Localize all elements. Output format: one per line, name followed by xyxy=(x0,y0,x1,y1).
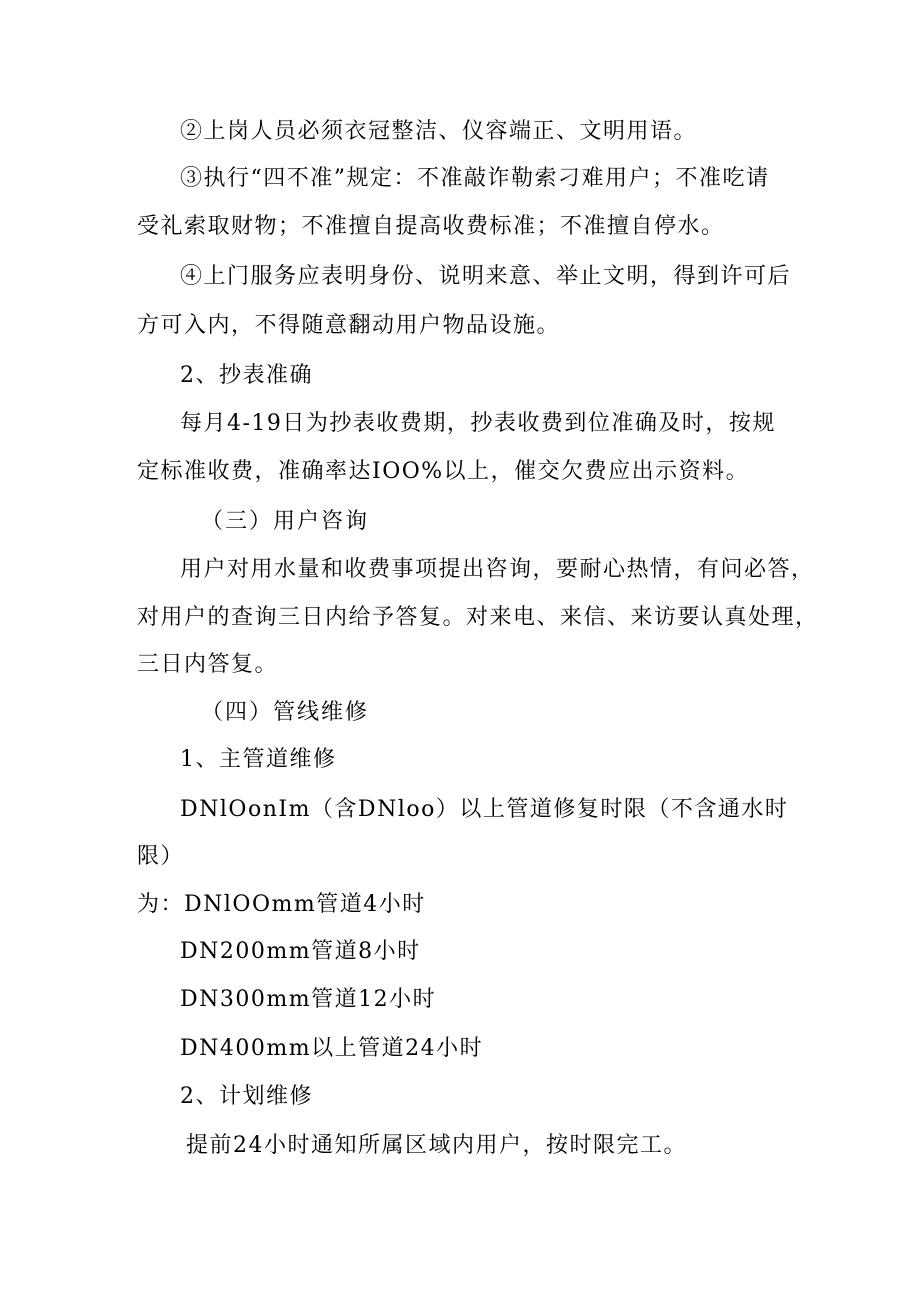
paragraph-line: DN200mm管道8小时 xyxy=(180,939,421,964)
subsection-heading: 1、主管道维修 xyxy=(180,747,337,772)
paragraph-line: 受礼索取财物；不准擅自提高收费标准；不准擅自停水。 xyxy=(137,214,725,239)
paragraph-line: 限） xyxy=(137,844,185,869)
subsection-heading: 2、抄表准确 xyxy=(180,363,313,388)
paragraph-line: DNlOonIm（含DNloo）以上管道修复时限（不含通水时 xyxy=(180,797,789,822)
paragraph-line: 定标准收费，准确率达IOO%以上，催交欠费应出示资料。 xyxy=(137,459,750,484)
subsection-heading: 2、计划维修 xyxy=(180,1084,313,1109)
paragraph-line: 每月4-19日为抄表收费期，抄表收费到位准确及时，按规 xyxy=(180,411,776,436)
paragraph-line: ④上门服务应表明身份、说明来意、举止文明，得到许可后 xyxy=(180,264,792,289)
paragraph-line: ②上岗人员必须衣冠整洁、仪容端正、文明用语。 xyxy=(180,119,698,144)
paragraph-line: ③执行“四不准”规定：不准敲诈勒索刁难用户；不准吃请 xyxy=(180,166,770,191)
paragraph-line: 提前24小时通知所属区域内用户，按时限完工。 xyxy=(186,1133,687,1158)
section-heading: （四）管线维修 xyxy=(201,700,370,725)
paragraph-line: 为：DNlOOmm管道4小时 xyxy=(137,892,426,917)
paragraph-line: 对用户的查询三日内给予答复。对来电、来信、来访要认真处理， xyxy=(137,605,819,630)
paragraph-line: DN400mm以上管道24小时 xyxy=(180,1036,484,1061)
paragraph-line: 三日内答复。 xyxy=(137,652,279,677)
paragraph-line: 用户对用水量和收费事项提出咨询，要耐心热情，有问必答， xyxy=(180,557,815,582)
paragraph-line: DN300mm管道12小时 xyxy=(180,987,437,1012)
section-heading: （三）用户咨询 xyxy=(201,509,370,534)
paragraph-line: 方可入内，不得随意翻动用户物品设施。 xyxy=(137,313,561,338)
